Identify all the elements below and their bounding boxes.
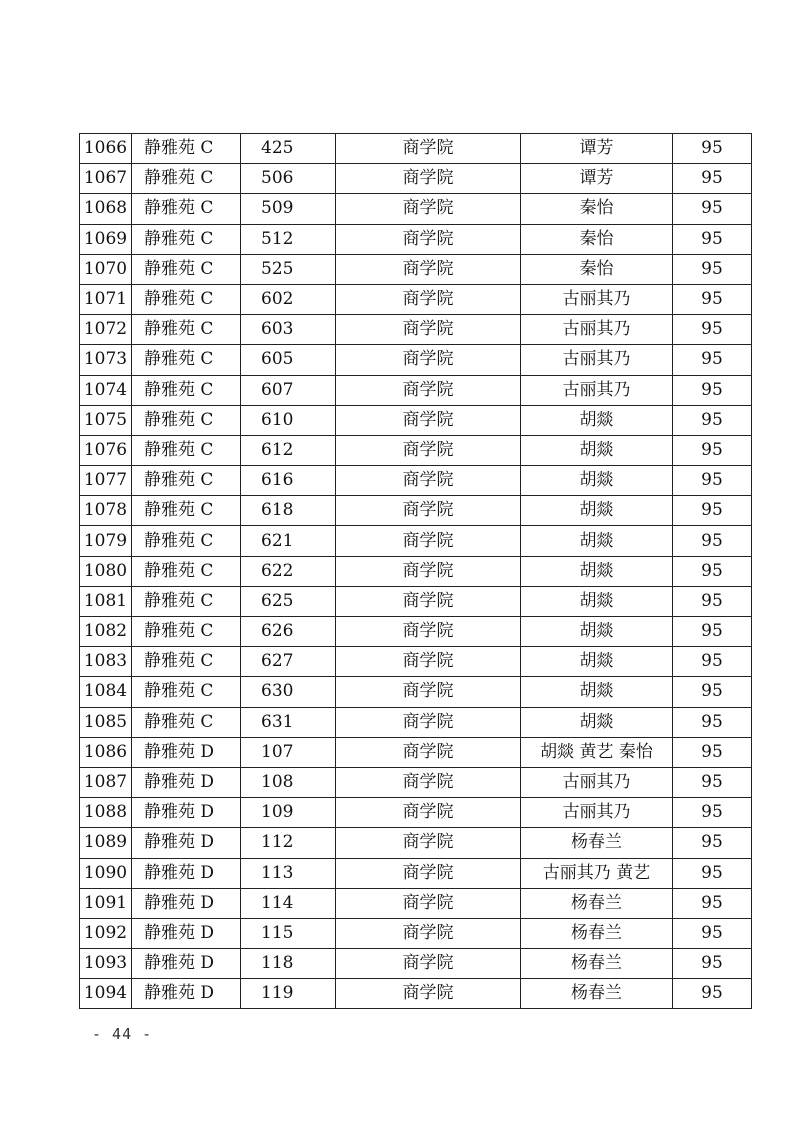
row-id-cell: 1080 (80, 556, 132, 586)
score-cell: 95 (673, 466, 752, 496)
score-cell: 95 (673, 677, 752, 707)
room-cell: 627 (241, 647, 336, 677)
building-cell: 静雅苑 D (132, 888, 241, 918)
inspector-name-cell: 古丽其乃 (521, 284, 673, 314)
inspector-name-cell: 胡燚 (521, 617, 673, 647)
score-cell: 95 (673, 134, 752, 164)
building-cell: 静雅苑 C (132, 707, 241, 737)
row-id-cell: 1073 (80, 345, 132, 375)
school-cell: 商学院 (336, 345, 521, 375)
room-cell: 118 (241, 949, 336, 979)
school-cell: 商学院 (336, 617, 521, 647)
room-cell: 612 (241, 435, 336, 465)
school-cell: 商学院 (336, 526, 521, 556)
row-id-cell: 1086 (80, 737, 132, 767)
building-cell: 静雅苑 C (132, 315, 241, 345)
school-cell: 商学院 (336, 979, 521, 1009)
score-cell: 95 (673, 949, 752, 979)
room-cell: 630 (241, 677, 336, 707)
building-cell: 静雅苑 C (132, 496, 241, 526)
score-cell: 95 (673, 194, 752, 224)
building-cell: 静雅苑 D (132, 737, 241, 767)
school-cell: 商学院 (336, 194, 521, 224)
building-cell: 静雅苑 D (132, 949, 241, 979)
room-cell: 425 (241, 134, 336, 164)
row-id-cell: 1075 (80, 405, 132, 435)
building-cell: 静雅苑 C (132, 435, 241, 465)
row-id-cell: 1078 (80, 496, 132, 526)
building-cell: 静雅苑 D (132, 858, 241, 888)
row-id-cell: 1087 (80, 767, 132, 797)
building-cell: 静雅苑 C (132, 677, 241, 707)
room-cell: 626 (241, 617, 336, 647)
school-cell: 商学院 (336, 767, 521, 797)
inspector-name-cell: 古丽其乃 (521, 315, 673, 345)
room-cell: 109 (241, 798, 336, 828)
room-cell: 603 (241, 315, 336, 345)
school-cell: 商学院 (336, 284, 521, 314)
building-cell: 静雅苑 C (132, 556, 241, 586)
inspector-name-cell: 谭芳 (521, 164, 673, 194)
inspector-name-cell: 杨春兰 (521, 828, 673, 858)
dormitory-score-table (79, 133, 752, 1009)
school-cell: 商学院 (336, 405, 521, 435)
building-cell: 静雅苑 D (132, 798, 241, 828)
building-cell: 静雅苑 C (132, 526, 241, 556)
row-id-cell: 1072 (80, 315, 132, 345)
building-cell: 静雅苑 C (132, 375, 241, 405)
score-cell: 95 (673, 888, 752, 918)
score-cell: 95 (673, 647, 752, 677)
building-cell: 静雅苑 C (132, 405, 241, 435)
score-cell: 95 (673, 315, 752, 345)
building-cell: 静雅苑 C (132, 466, 241, 496)
inspector-name-cell: 杨春兰 (521, 918, 673, 948)
inspector-name-cell: 胡燚 (521, 556, 673, 586)
inspector-name-cell: 古丽其乃 (521, 345, 673, 375)
inspector-name-cell: 秦怡 (521, 254, 673, 284)
score-cell: 95 (673, 284, 752, 314)
table-row (80, 315, 752, 345)
row-id-cell: 1076 (80, 435, 132, 465)
row-id-cell: 1069 (80, 224, 132, 254)
table-row (80, 405, 752, 435)
school-cell: 商学院 (336, 435, 521, 465)
table-row (80, 526, 752, 556)
building-cell: 静雅苑 C (132, 164, 241, 194)
row-id-cell: 1084 (80, 677, 132, 707)
school-cell: 商学院 (336, 134, 521, 164)
room-cell: 113 (241, 858, 336, 888)
row-id-cell: 1083 (80, 647, 132, 677)
table-row (80, 375, 752, 405)
room-cell: 509 (241, 194, 336, 224)
building-cell: 静雅苑 D (132, 979, 241, 1009)
score-cell: 95 (673, 707, 752, 737)
room-cell: 622 (241, 556, 336, 586)
row-id-cell: 1070 (80, 254, 132, 284)
score-cell: 95 (673, 798, 752, 828)
score-cell: 95 (673, 526, 752, 556)
inspector-name-cell: 胡燚 (521, 707, 673, 737)
row-id-cell: 1077 (80, 466, 132, 496)
room-cell: 114 (241, 888, 336, 918)
row-id-cell: 1079 (80, 526, 132, 556)
table-row (80, 194, 752, 224)
inspector-name-cell: 胡燚 (521, 647, 673, 677)
score-cell: 95 (673, 496, 752, 526)
school-cell: 商学院 (336, 556, 521, 586)
score-cell: 95 (673, 828, 752, 858)
table-row (80, 134, 752, 164)
table-row (80, 496, 752, 526)
school-cell: 商学院 (336, 224, 521, 254)
school-cell: 商学院 (336, 828, 521, 858)
row-id-cell: 1090 (80, 858, 132, 888)
table-row (80, 556, 752, 586)
table-row (80, 586, 752, 616)
school-cell: 商学院 (336, 375, 521, 405)
school-cell: 商学院 (336, 164, 521, 194)
score-cell: 95 (673, 164, 752, 194)
score-cell: 95 (673, 556, 752, 586)
building-cell: 静雅苑 C (132, 617, 241, 647)
table-row (80, 345, 752, 375)
building-cell: 静雅苑 D (132, 767, 241, 797)
room-cell: 631 (241, 707, 336, 737)
row-id-cell: 1088 (80, 798, 132, 828)
building-cell: 静雅苑 D (132, 828, 241, 858)
row-id-cell: 1089 (80, 828, 132, 858)
school-cell: 商学院 (336, 949, 521, 979)
row-id-cell: 1068 (80, 194, 132, 224)
building-cell: 静雅苑 C (132, 224, 241, 254)
inspector-name-cell: 杨春兰 (521, 949, 673, 979)
room-cell: 610 (241, 405, 336, 435)
score-cell: 95 (673, 435, 752, 465)
room-cell: 621 (241, 526, 336, 556)
inspector-name-cell: 古丽其乃 (521, 767, 673, 797)
school-cell: 商学院 (336, 254, 521, 284)
table-row (80, 858, 752, 888)
score-cell: 95 (673, 737, 752, 767)
table-row (80, 466, 752, 496)
table-body (80, 134, 752, 1009)
score-cell: 95 (673, 979, 752, 1009)
table-row (80, 617, 752, 647)
score-cell: 95 (673, 375, 752, 405)
table-row (80, 254, 752, 284)
table-row (80, 647, 752, 677)
row-id-cell: 1071 (80, 284, 132, 314)
inspector-name-cell: 胡燚 (521, 586, 673, 616)
room-cell: 108 (241, 767, 336, 797)
inspector-name-cell: 胡燚 (521, 677, 673, 707)
inspector-name-cell: 秦怡 (521, 194, 673, 224)
building-cell: 静雅苑 C (132, 586, 241, 616)
room-cell: 119 (241, 979, 336, 1009)
school-cell: 商学院 (336, 737, 521, 767)
score-cell: 95 (673, 617, 752, 647)
table-row (80, 828, 752, 858)
room-cell: 602 (241, 284, 336, 314)
building-cell: 静雅苑 C (132, 194, 241, 224)
table-row (80, 949, 752, 979)
building-cell: 静雅苑 C (132, 254, 241, 284)
school-cell: 商学院 (336, 798, 521, 828)
row-id-cell: 1091 (80, 888, 132, 918)
building-cell: 静雅苑 D (132, 918, 241, 948)
table-row (80, 224, 752, 254)
room-cell: 618 (241, 496, 336, 526)
table-row (80, 979, 752, 1009)
room-cell: 107 (241, 737, 336, 767)
building-cell: 静雅苑 C (132, 134, 241, 164)
inspector-name-cell: 秦怡 (521, 224, 673, 254)
table-row (80, 918, 752, 948)
score-cell: 95 (673, 405, 752, 435)
row-id-cell: 1067 (80, 164, 132, 194)
room-cell: 616 (241, 466, 336, 496)
row-id-cell: 1094 (80, 979, 132, 1009)
row-id-cell: 1082 (80, 617, 132, 647)
room-cell: 625 (241, 586, 336, 616)
score-cell: 95 (673, 224, 752, 254)
inspector-name-cell: 古丽其乃 黄艺 (521, 858, 673, 888)
row-id-cell: 1081 (80, 586, 132, 616)
row-id-cell: 1066 (80, 134, 132, 164)
building-cell: 静雅苑 C (132, 345, 241, 375)
inspector-name-cell: 胡燚 黄艺 秦怡 (521, 737, 673, 767)
row-id-cell: 1074 (80, 375, 132, 405)
school-cell: 商学院 (336, 858, 521, 888)
inspector-name-cell: 胡燚 (521, 405, 673, 435)
school-cell: 商学院 (336, 315, 521, 345)
room-cell: 506 (241, 164, 336, 194)
inspector-name-cell: 杨春兰 (521, 979, 673, 1009)
score-cell: 95 (673, 586, 752, 616)
school-cell: 商学院 (336, 888, 521, 918)
school-cell: 商学院 (336, 496, 521, 526)
inspector-name-cell: 杨春兰 (521, 888, 673, 918)
school-cell: 商学院 (336, 918, 521, 948)
table-row (80, 767, 752, 797)
table-row (80, 164, 752, 194)
table-row (80, 707, 752, 737)
school-cell: 商学院 (336, 677, 521, 707)
table-row (80, 284, 752, 314)
row-id-cell: 1092 (80, 918, 132, 948)
row-id-cell: 1093 (80, 949, 132, 979)
inspector-name-cell: 古丽其乃 (521, 375, 673, 405)
building-cell: 静雅苑 C (132, 284, 241, 314)
inspector-name-cell: 胡燚 (521, 496, 673, 526)
score-cell: 95 (673, 918, 752, 948)
room-cell: 605 (241, 345, 336, 375)
score-cell: 95 (673, 858, 752, 888)
inspector-name-cell: 胡燚 (521, 435, 673, 465)
score-cell: 95 (673, 767, 752, 797)
school-cell: 商学院 (336, 586, 521, 616)
school-cell: 商学院 (336, 466, 521, 496)
table-row (80, 888, 752, 918)
score-cell: 95 (673, 345, 752, 375)
table-row (80, 677, 752, 707)
page-number: - 44 - (92, 1025, 153, 1043)
score-cell: 95 (673, 254, 752, 284)
inspector-name-cell: 古丽其乃 (521, 798, 673, 828)
school-cell: 商学院 (336, 647, 521, 677)
room-cell: 115 (241, 918, 336, 948)
inspector-name-cell: 胡燚 (521, 526, 673, 556)
row-id-cell: 1085 (80, 707, 132, 737)
table-row (80, 435, 752, 465)
room-cell: 525 (241, 254, 336, 284)
table-row (80, 798, 752, 828)
room-cell: 607 (241, 375, 336, 405)
school-cell: 商学院 (336, 707, 521, 737)
building-cell: 静雅苑 C (132, 647, 241, 677)
room-cell: 512 (241, 224, 336, 254)
room-cell: 112 (241, 828, 336, 858)
table-row (80, 737, 752, 767)
inspector-name-cell: 谭芳 (521, 134, 673, 164)
inspector-name-cell: 胡燚 (521, 466, 673, 496)
